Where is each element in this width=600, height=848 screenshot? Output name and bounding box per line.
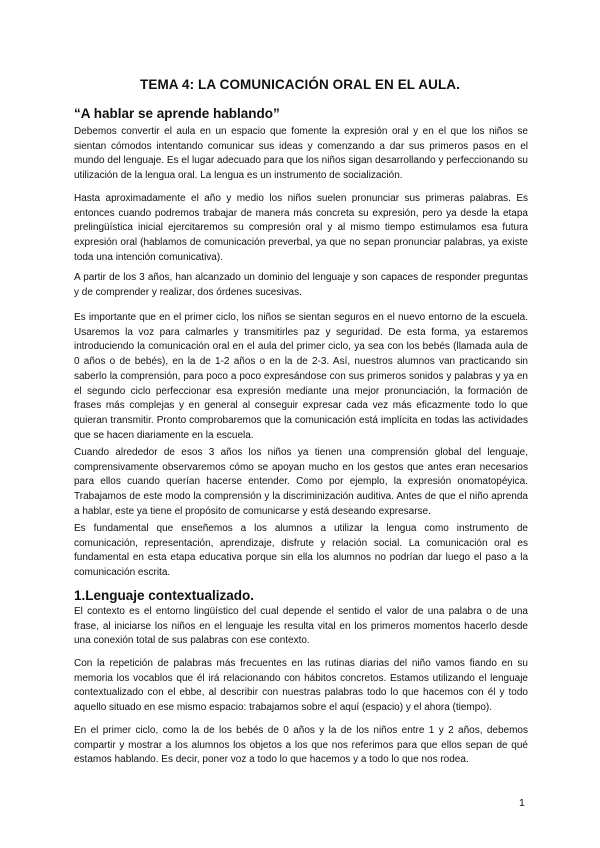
paragraph-2: Hasta aproximadamente el año y medio los niños suelen pronunciar sus primeras palabras. Es entonces cuando podremos trabajar de manera más concreta su expresión, pero ya desde la etapa prelingüística inicial ejercitaremos su compresión oral y al mismo tiempo estimulamos esa futura expresión oral (hablamos de comunicación preverbal, ya que no sepan pronunciar palabras, ya existe toda una intención comunicativa).	[74, 193, 528, 263]
subtitle-quote: “A hablar se aprende hablando”	[74, 106, 280, 121]
paragraph-4: Es importante que en el primer ciclo, los niños se sientan seguros en el nuevo entorno de la escuela. Usaremos la voz para calmarles y transmitirles paz y seguridad. De esta forma, ya estaremos introduciendo la comunicación oral en el aula del primer ciclo, ya sea con los bebés (llamada aula de 0 años o de bebés), en la de 1-2 años o en la de 2-3. Así, nuestros alumnos van practicando sin saberlo la comprensión, para poco a poco expresándose con sus primeros sonidos y palabras y ya en el segundo ciclo perfeccionar esa expresión mediante una mejor pronunciación, la formación de frases más complejas y en general al conseguir expresar cada vez más eficazmente todo lo que quieran transmitir. Pronto comprobaremos que la comunicación está implícita en todas las actividades que se hacen diariamente en la escuela.	[74, 312, 528, 441]
page-title: TEMA 4: LA COMUNICACIÓN ORAL EN EL AULA.	[140, 77, 460, 92]
section-paragraph-2: Con la repetición de palabras más frecuentes en las rutinas diarias del niño vamos fiando en su memoria los vocablos que él irá relacionando con hábitos concretos. Estamos utilizando el lenguaje contextualizado con el ebbe, al describir con nuestras palabras todo lo que hacemos con él y todo aquello situado en ese mismo espacio: trabajamos sobre el aquí (espacio) y el ahora (tiempo).	[74, 658, 528, 714]
section-paragraph-3: En el primer ciclo, como la de los bebés de 0 años y la de los niños entre 1 y 2 años, debemos compartir y mostrar a los alumnos los objetos a los que nos referimos para que ellos sepan de qué estamos hablando. Es decir, poner voz a todo lo que hacemos y a todo lo que nos rodea.	[74, 725, 528, 766]
section-heading: 1.Lenguaje contextualizado.	[74, 588, 255, 603]
paragraph-5: Cuando alrededor de esos 3 años los niños ya tienen una comprensión global del lenguaje, comprensivamente observaremos cómo se apoyan mucho en los gestos que antes eran necesarios para ellos cuando querían hacerse entender. Como por ejemplo, la expresión onomatopéyica. Trabajamos de este modo la comprensión y la discriminización auditiva. Antes de que el niño aprenda a hablar, este ya tiene el propósito de comunicarse y está deseando expresarse.	[74, 447, 528, 517]
section-paragraph-1: El contexto es el entorno lingüístico del cual depende el sentido el valor de una palabra o de una frase, al iniciarse los niños en el lenguaje les resulta vital en los primeros momentos hacerlo desde una conexión total de sus palabras con ese contexto.	[74, 606, 528, 647]
paragraph-1: Debemos convertir el aula en un espacio que fomente la expresión oral y en el que los niños se sientan cómodos intentando comunicar sus ideas y comenzando a dar sus primeros pasos en el mundo del lenguaje. Es el lugar adecuado para que los niños sigan desarrollando y perfeccionando su utilización de la lengua oral. La lengua es un instrumento de socialización.	[74, 126, 528, 182]
paragraph-3: A partir de los 3 años, han alcanzado un dominio del lenguaje y son capaces de responder preguntas y de comprender y realizar, dos órdenes sucesivas.	[74, 272, 528, 298]
page-number: 1	[519, 797, 525, 809]
paragraph-6: Es fundamental que enseñemos a los alumnos a utilizar la lengua como instrumento de comunicación, representación, aprendizaje, disfrute y relación social. La comunicación oral es fundamental en esta etapa educativa porque sin ella los alumnos no podrían dar luego el paso a la comunicación escrita.	[74, 523, 528, 579]
